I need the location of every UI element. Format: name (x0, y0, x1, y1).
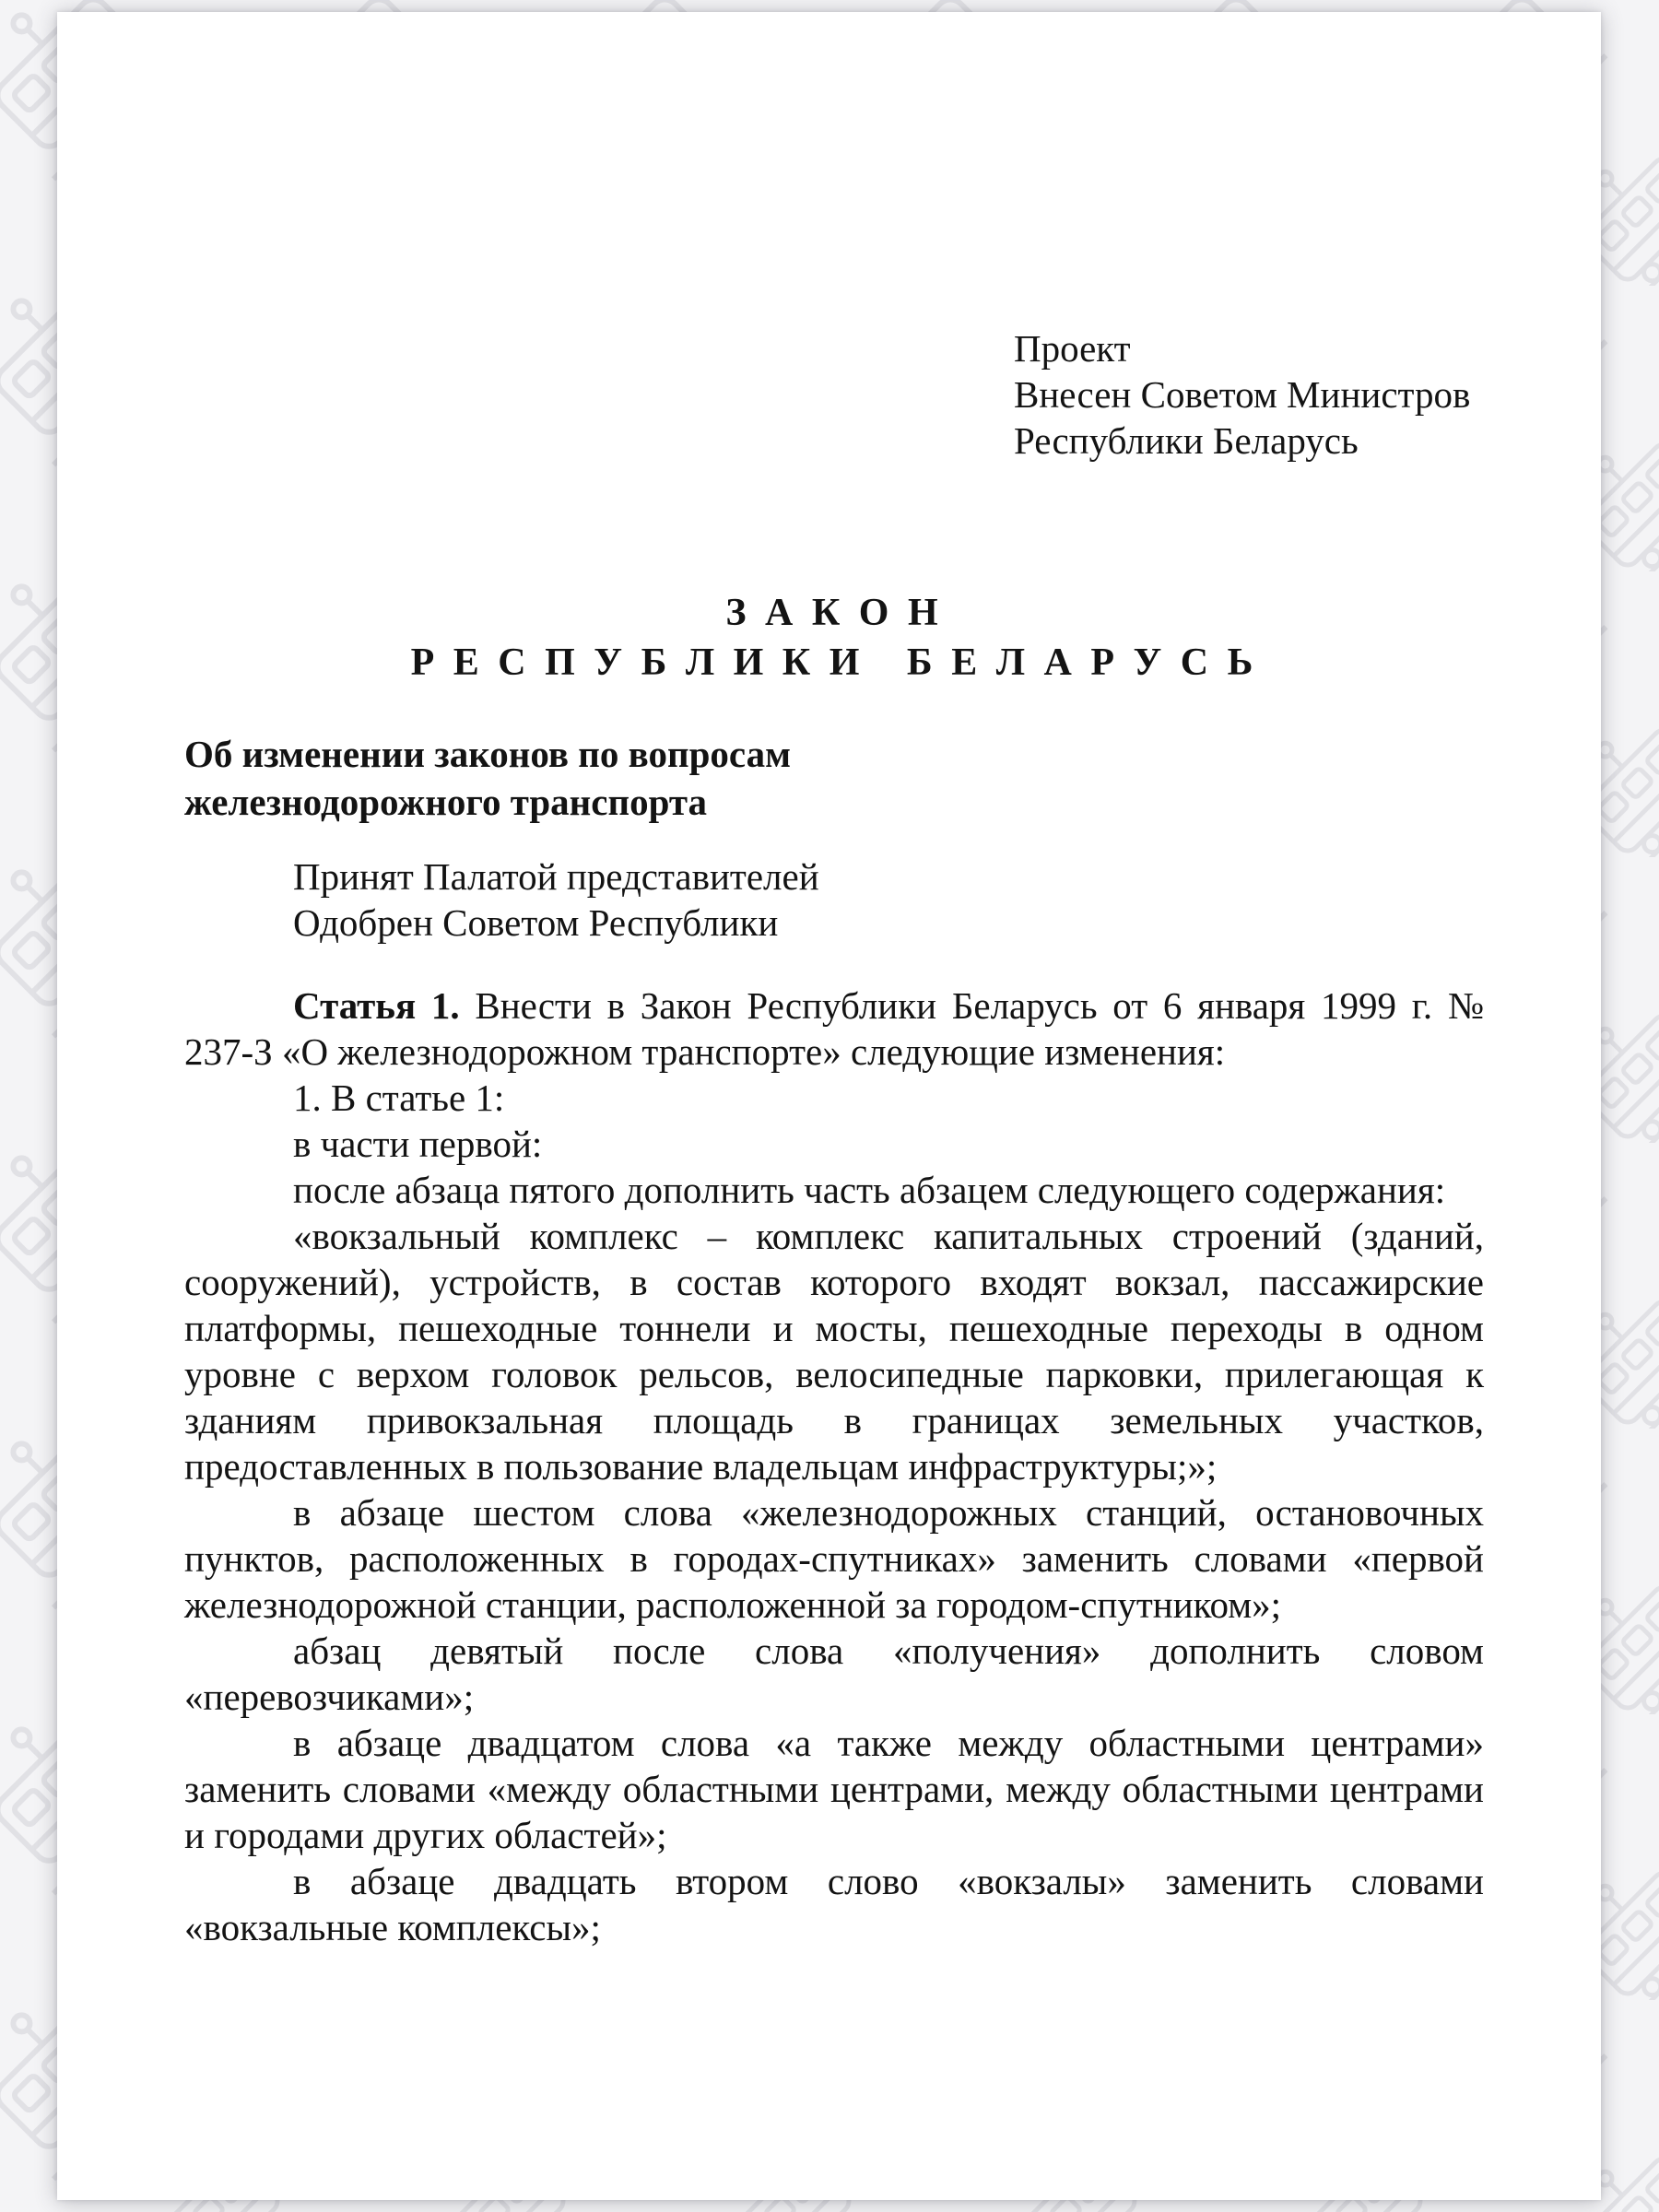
law-title-line-1: З А К О Н (725, 592, 943, 634)
law-subject-line-2: железнодорожного транспорта (184, 781, 708, 823)
law-body (184, 982, 1484, 1950)
body-paragraph: в части первой: (293, 1123, 543, 1165)
adoption-line-chamber: Принят Палатой представителей (293, 855, 819, 898)
body-paragraph: в абзаце двадцатом слова «а также между областными центрами» заменить словами «между областными центрами, между областными центрами и городами других областей»; (184, 1722, 1484, 1856)
stamp-line-republic: Республики Беларусь (1014, 419, 1359, 462)
document-page (57, 12, 1601, 2200)
article-1-label: Статья 1. (293, 984, 460, 1027)
article-1-paragraph (184, 982, 1484, 1075)
law-subject-heading (184, 730, 1484, 826)
body-paragraph: 1. В статье 1: (293, 1077, 505, 1119)
law-subject-line-1: Об изменении законов по вопросам (184, 733, 792, 775)
adoption-block (293, 853, 1484, 946)
law-title-line-2: Р Е С П У Б Л И К И Б Е Л А Р У С Ь (410, 641, 1258, 684)
project-stamp (1014, 325, 1484, 464)
stamp-line-submitted-by: Внесен Советом Министров (1014, 373, 1471, 416)
law-title (184, 588, 1484, 688)
body-paragraph: абзац девятый после слова «получения» дополнить словом «перевозчиками»; (184, 1630, 1484, 1718)
body-paragraph: после абзаца пятого дополнить часть абзацем следующего содержания: (293, 1169, 1446, 1211)
body-paragraph: «вокзальный комплекс – комплекс капитальных строений (зданий, сооружений), устройств, в состав которого входят вокзал, пассажирские платформы, пешеходные тоннели и мосты, пешеходные переходы в одном уровне с верхом головок рельсов, велосипедные парковки, прилегающая к зданиям привокзальная площадь в границах земельных участков, предоставленных в пользование владельцам инфраструктуры;»; (184, 1215, 1484, 1488)
body-paragraph: в абзаце двадцать втором слово «вокзалы» заменить словами «вокзальные комплексы»; (184, 1860, 1484, 1948)
adoption-line-council: Одобрен Советом Республики (293, 901, 779, 944)
article-1-text: Внести в Закон Республики Беларусь от 6 января 1999 г. № 237-З «О железнодорожном транспорте» следующие изменения: (184, 984, 1484, 1073)
stamp-line-project: Проект (1014, 327, 1131, 370)
body-paragraph: в абзаце шестом слова «железнодорожных станций, остановочных пунктов, расположенных в городах-спутниках» заменить словами «первой железнодорожной станции, расположенной за городом-спутником»; (184, 1491, 1484, 1626)
